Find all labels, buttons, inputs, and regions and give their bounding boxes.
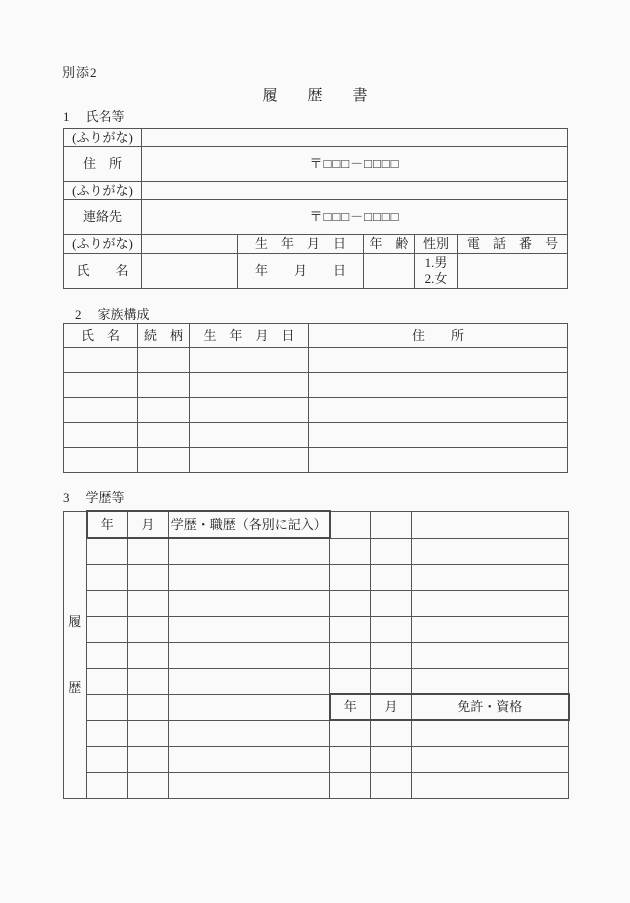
empty-cell [412, 564, 569, 590]
empty-cell [87, 616, 128, 642]
history-table [63, 510, 570, 799]
family-name-header: 氏 名 [64, 324, 138, 348]
sidebar-char-bottom: 歴 [68, 679, 82, 695]
furigana-label: (ふりがな) [64, 182, 142, 200]
contact-value-cell: 〒□□□－□□□□ [142, 200, 568, 235]
section2-heading [75, 304, 150, 323]
empty-cell [138, 398, 190, 423]
family-header-row [64, 324, 568, 348]
empty-cell [87, 746, 128, 772]
section2-number: 2 [75, 307, 82, 322]
name-entry-cell [142, 254, 238, 289]
empty-cell [412, 590, 569, 616]
age-header: 年 齢 [364, 235, 415, 254]
empty-cell [169, 746, 330, 772]
family-empty-row [64, 398, 568, 423]
furigana-label: (ふりがな) [64, 129, 142, 147]
empty-cell [87, 642, 128, 668]
history-header-row [64, 511, 569, 538]
empty-cell [169, 668, 330, 694]
history-empty-row [64, 642, 569, 668]
section3-heading-text: 学歴等 [85, 490, 125, 505]
empty-cell [412, 538, 569, 564]
empty-cell [128, 746, 169, 772]
history-empty-row [64, 616, 569, 642]
empty-cell [371, 746, 412, 772]
family-empty-row [64, 373, 568, 398]
empty-cell [169, 694, 330, 720]
attachment-label: 別添2 [62, 65, 98, 80]
empty-cell [330, 616, 371, 642]
empty-cell [128, 538, 169, 564]
license-month-header: 月 [371, 694, 412, 720]
empty-cell [128, 720, 169, 746]
empty-cell [138, 423, 190, 448]
empty-cell [128, 590, 169, 616]
furigana-label: (ふりがな) [64, 235, 142, 254]
sex-option-female: 2.女 [424, 271, 448, 286]
history-empty-row [64, 538, 569, 564]
family-empty-row [64, 423, 568, 448]
contact-furigana-cell [142, 182, 568, 200]
empty-cell [330, 564, 371, 590]
empty-cell [169, 642, 330, 668]
section1-heading-text: 氏名等 [85, 109, 125, 124]
empty-cell [371, 772, 412, 798]
family-empty-row [64, 448, 568, 473]
furigana-row-name [64, 235, 568, 254]
section3-heading [63, 487, 125, 506]
empty-cell [128, 642, 169, 668]
address-value-cell: 〒□□□－□□□□ [142, 147, 568, 182]
empty-cell [64, 373, 138, 398]
empty-cell [412, 720, 569, 746]
history-month-header: 月 [128, 511, 169, 538]
history-empty-row [64, 590, 569, 616]
history-empty-row [64, 668, 569, 694]
license-detail-header: 免許・資格 [412, 694, 569, 720]
empty-cell [128, 694, 169, 720]
empty-cell [169, 538, 330, 564]
contact-row [64, 200, 568, 235]
history-sidebar-label [64, 614, 86, 695]
dob-entry-cell: 年 月 日 [238, 254, 364, 289]
contact-label: 連絡先 [64, 200, 142, 235]
license-header-row [64, 694, 569, 720]
family-dob-header: 生 年 月 日 [190, 324, 309, 348]
history-year-header: 年 [87, 511, 128, 538]
sex-header: 性別 [415, 235, 458, 254]
empty-cell [87, 668, 128, 694]
empty-cell [412, 746, 569, 772]
empty-cell [371, 616, 412, 642]
empty-cell [87, 538, 128, 564]
furigana-row-address [64, 129, 568, 147]
empty-cell [371, 511, 412, 538]
license-empty-row [64, 772, 569, 798]
name-row [64, 254, 568, 289]
license-empty-row [64, 720, 569, 746]
name-info-table [63, 128, 568, 289]
empty-cell [138, 373, 190, 398]
family-table [63, 323, 568, 473]
empty-cell [87, 590, 128, 616]
section1-number: 1 [63, 109, 70, 124]
name-furigana-cell [142, 235, 238, 254]
empty-cell [190, 398, 309, 423]
empty-cell [64, 423, 138, 448]
empty-cell [371, 720, 412, 746]
form-title: 履 歴 書 [262, 88, 368, 104]
empty-cell [190, 448, 309, 473]
furigana-row-contact [64, 182, 568, 200]
empty-cell [169, 720, 330, 746]
empty-cell [309, 373, 568, 398]
license-year-header: 年 [330, 694, 371, 720]
section1-heading [63, 106, 125, 125]
empty-cell [190, 373, 309, 398]
address-label: 住 所 [64, 147, 142, 182]
empty-cell [330, 642, 371, 668]
empty-cell [138, 348, 190, 373]
empty-cell [309, 348, 568, 373]
empty-cell [371, 564, 412, 590]
empty-cell [371, 590, 412, 616]
phone-entry-cell [458, 254, 568, 289]
phone-header: 電 話 番 号 [458, 235, 568, 254]
empty-cell [169, 564, 330, 590]
section2-heading-text: 家族構成 [97, 307, 150, 322]
empty-cell [87, 694, 128, 720]
empty-cell [169, 772, 330, 798]
empty-cell [412, 772, 569, 798]
empty-cell [412, 616, 569, 642]
empty-cell [371, 668, 412, 694]
history-detail-header: 学歴・職歴（各別に記入） [169, 511, 330, 538]
empty-cell [169, 616, 330, 642]
empty-cell [371, 538, 412, 564]
address-row [64, 147, 568, 182]
empty-cell [138, 448, 190, 473]
empty-cell [190, 423, 309, 448]
name-label: 氏 名 [64, 254, 142, 289]
empty-cell [87, 720, 128, 746]
empty-cell [128, 668, 169, 694]
empty-cell [169, 590, 330, 616]
empty-cell [190, 348, 309, 373]
family-empty-row [64, 348, 568, 373]
empty-cell [330, 668, 371, 694]
empty-cell [309, 423, 568, 448]
empty-cell [87, 564, 128, 590]
history-sidebar-cell [64, 511, 87, 798]
empty-cell [64, 348, 138, 373]
sidebar-char-top: 履 [68, 613, 82, 629]
empty-cell [128, 564, 169, 590]
section3-number: 3 [63, 490, 70, 505]
empty-cell [330, 746, 371, 772]
empty-cell [330, 772, 371, 798]
empty-cell [330, 590, 371, 616]
family-relation-header: 続 柄 [138, 324, 190, 348]
empty-cell [330, 511, 371, 538]
empty-cell [309, 448, 568, 473]
empty-cell [330, 720, 371, 746]
empty-cell [412, 642, 569, 668]
empty-cell [128, 616, 169, 642]
empty-cell [412, 511, 569, 538]
empty-cell [64, 398, 138, 423]
age-entry-cell [364, 254, 415, 289]
dob-header: 生 年 月 日 [238, 235, 364, 254]
empty-cell [412, 668, 569, 694]
family-address-header: 住 所 [309, 324, 568, 348]
license-empty-row [64, 746, 569, 772]
empty-cell [87, 772, 128, 798]
history-empty-row [64, 564, 569, 590]
empty-cell [371, 642, 412, 668]
empty-cell [330, 538, 371, 564]
sex-option-male: 1.男 [424, 255, 448, 271]
empty-cell [128, 772, 169, 798]
address-furigana-cell [142, 129, 568, 147]
empty-cell [309, 398, 568, 423]
empty-cell [64, 448, 138, 473]
sex-options-cell [415, 254, 458, 289]
